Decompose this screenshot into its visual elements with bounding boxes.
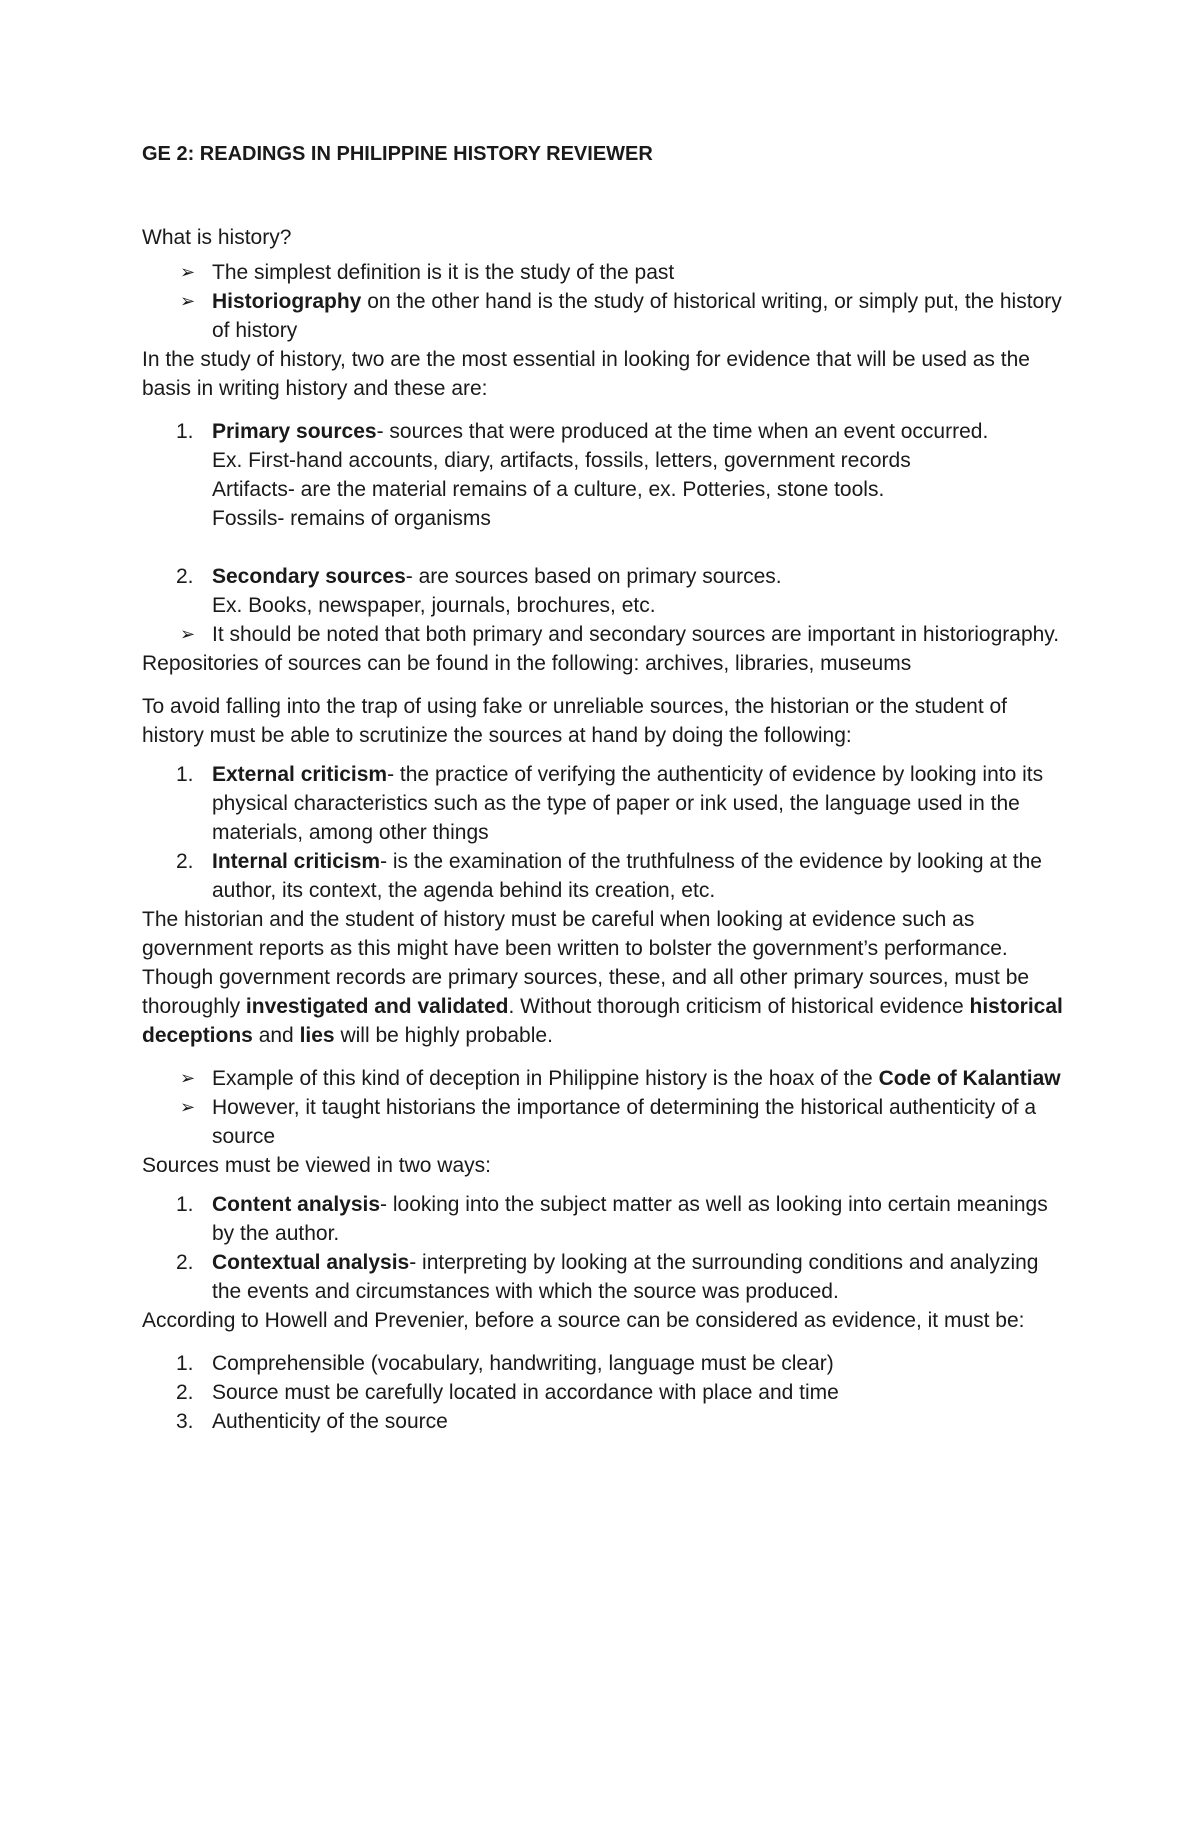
- analysis-list: [142, 1190, 1072, 1306]
- paragraph-repositories: Repositories of sources can be found in the following: archives, libraries, museums: [142, 652, 912, 675]
- list-item-text: - is the examination of the truthfulness of the evidence by looking at the author, its context, the agenda behind its creation, etc.: [212, 850, 1042, 902]
- evidence-criteria-list: [142, 1349, 1072, 1436]
- arrow-bullet-icon: ➢: [180, 1068, 196, 1088]
- list-item: [142, 1349, 1072, 1378]
- arrow-bullet-icon: ➢: [180, 262, 196, 282]
- term-historiography: Historiography: [212, 290, 362, 313]
- list-number: 2.: [176, 1251, 194, 1274]
- kalantiaw-list: [142, 1064, 1072, 1151]
- list-item-text: Example of this kind of deception in Philippine history is the hoax of the: [212, 1067, 879, 1090]
- paragraph-howell-prevenier: According to Howell and Prevenier, before a source can be considered as evidence, it must be:: [142, 1309, 1025, 1332]
- term-content-analysis: Content analysis: [212, 1193, 381, 1216]
- list-item-content-analysis: [142, 1190, 1072, 1248]
- list-item: [142, 287, 1072, 345]
- list-item-internal-criticism: [142, 847, 1072, 905]
- list-item-text: Source must be carefully located in accordance with place and time: [212, 1381, 839, 1404]
- list-item: [142, 258, 1072, 287]
- question-what-is-history: What is history?: [142, 226, 292, 249]
- emphasis-historical-deceptions: historical deceptions: [142, 995, 1063, 1047]
- list-number: 2.: [176, 1381, 194, 1404]
- term-external-criticism: External criticism: [212, 763, 388, 786]
- list-item-text: - the practice of verifying the authenticity of evidence by looking into its physical characteristics such as the type of paper or ink used, the language used in the materials, among other things: [212, 763, 1044, 844]
- list-item: [142, 1378, 1072, 1407]
- term-secondary-sources: Secondary sources: [212, 565, 406, 588]
- list-number: 1.: [176, 1352, 194, 1375]
- list-item-text: - are sources based on primary sources.: [405, 565, 782, 588]
- text-run: will be highly probable.: [334, 1024, 553, 1047]
- list-number: 2.: [176, 850, 194, 873]
- list-item-text: - sources that were produced at the time when an event occurred.: [376, 420, 989, 443]
- list-item: [142, 1407, 1072, 1436]
- emphasis-investigated-validated: investigated and validated: [245, 995, 509, 1018]
- text-run: and: [252, 1024, 300, 1047]
- list-number: 1.: [176, 1193, 194, 1216]
- arrow-bullet-icon: ➢: [180, 624, 196, 644]
- list-item-external-criticism: [142, 760, 1072, 847]
- list-item-text: It should be noted that both primary and secondary sources are important in historiography.: [212, 623, 1060, 646]
- list-number: 2.: [176, 565, 194, 588]
- list-item-text: Comprehensible (vocabulary, handwriting, language must be clear): [212, 1352, 834, 1375]
- sources-note-list: [142, 620, 1072, 649]
- document-page: [142, 140, 1072, 1436]
- document-title: GE 2: READINGS IN PHILIPPINE HISTORY REVIEWER: [142, 143, 653, 165]
- term-primary-sources: Primary sources: [212, 420, 377, 443]
- example-line: Ex. First-hand accounts, diary, artifacts, fossils, letters, government records: [212, 449, 911, 472]
- list-item: [142, 1093, 1072, 1151]
- list-item-contextual-analysis: [142, 1248, 1072, 1306]
- list-item: [142, 620, 1072, 649]
- list-item: [142, 1064, 1072, 1093]
- text-run: The historian and the student of history must be careful when looking at evidence such as government reports as this might have been written to bolster the government’s performance. Though government records are primary sources, these, and all other primary sources, must be thoroughly: [142, 908, 1030, 1018]
- emphasis-lies: lies: [299, 1024, 335, 1047]
- list-item-text: Authenticity of the source: [212, 1410, 448, 1433]
- paragraph-careful-evidence: [142, 905, 1072, 1050]
- criticism-list: [142, 760, 1072, 905]
- example-line: Ex. Books, newspaper, journals, brochures, etc.: [212, 594, 656, 617]
- list-item-primary-sources: [142, 417, 1072, 533]
- term-internal-criticism: Internal criticism: [212, 850, 381, 873]
- fossils-line: Fossils- remains of organisms: [212, 507, 491, 530]
- list-number: 1.: [176, 420, 194, 443]
- list-item-text: - looking into the subject matter as well as looking into certain meanings by the author.: [212, 1193, 1048, 1245]
- sources-list: [142, 417, 1072, 620]
- paragraph-two-ways: Sources must be viewed in two ways:: [142, 1154, 491, 1177]
- artifacts-line: Artifacts- are the material remains of a culture, ex. Potteries, stone tools.: [212, 478, 885, 501]
- history-definition-list: [142, 258, 1072, 345]
- list-item-secondary-sources: [142, 562, 1072, 620]
- arrow-bullet-icon: ➢: [180, 291, 196, 311]
- paragraph: In the study of history, two are the most essential in looking for evidence that will be used as the basis in writing history and these are:: [142, 348, 1030, 400]
- text-run: . Without thorough criticism of historical evidence: [508, 995, 970, 1018]
- list-item-text: However, it taught historians the importance of determining the historical authenticity of a source: [212, 1096, 1037, 1148]
- term-contextual-analysis: Contextual analysis: [212, 1251, 410, 1274]
- paragraph-avoid-fake-sources: To avoid falling into the trap of using fake or unreliable sources, the historian or the student of history must be able to scrutinize the sources at hand by doing the following:: [142, 695, 1008, 747]
- list-item-text: on the other hand is the study of historical writing, or simply put, the history of history: [212, 290, 1062, 342]
- list-item-text: - interpreting by looking at the surrounding conditions and analyzing the events and circumstances with which the source was produced.: [212, 1251, 1039, 1303]
- list-item-text: The simplest definition is it is the study of the past: [212, 261, 675, 284]
- list-number: 3.: [176, 1410, 194, 1433]
- term-code-of-kalantiaw: Code of Kalantiaw: [878, 1067, 1061, 1090]
- arrow-bullet-icon: ➢: [180, 1097, 196, 1117]
- list-number: 1.: [176, 763, 194, 786]
